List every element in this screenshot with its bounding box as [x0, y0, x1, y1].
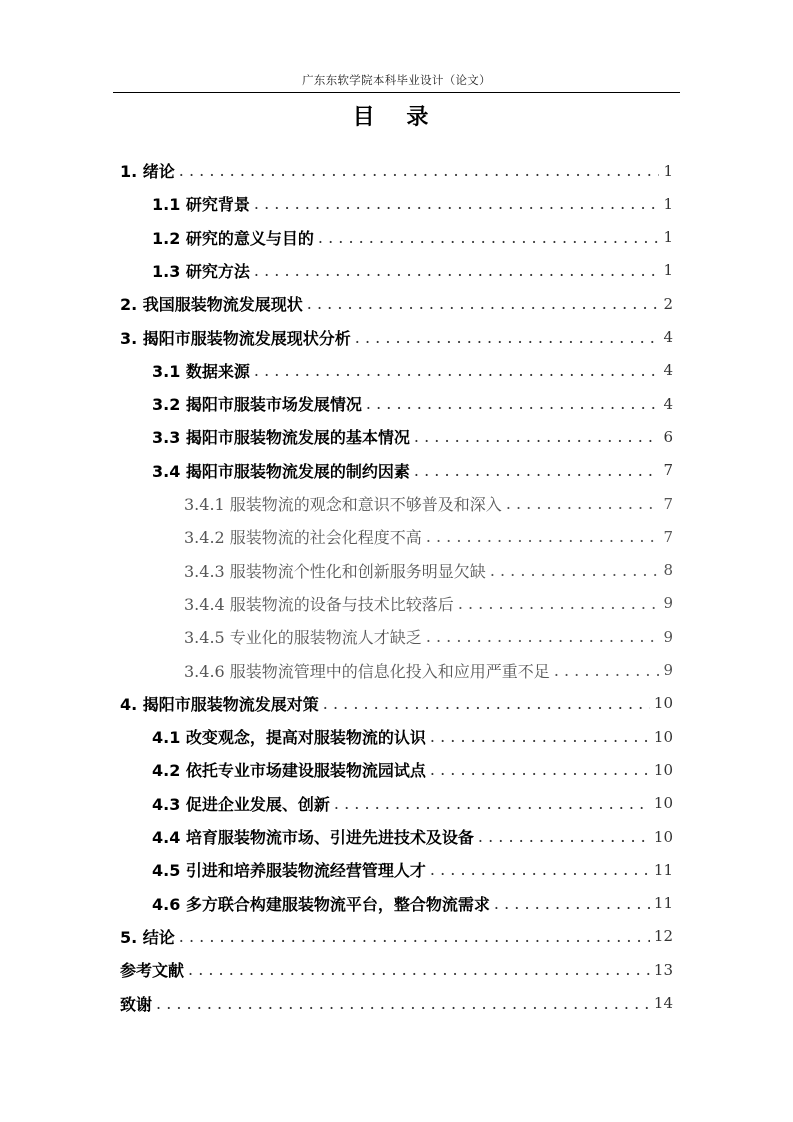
toc-entry[interactable] — [120, 687, 673, 720]
toc-leader-dots — [430, 760, 650, 779]
toc-entry-label: 3.4.3 服装物流个性化和创新服务明显欠缺 — [184, 561, 486, 581]
toc-leader-dots — [254, 361, 660, 380]
toc-leader-dots — [366, 394, 660, 413]
toc-entry-page-number: 12 — [653, 927, 673, 946]
toc-entry[interactable] — [152, 853, 673, 886]
toc-leader-dots — [323, 694, 650, 713]
toc-entry-page-number: 9 — [663, 594, 673, 613]
toc-entry[interactable] — [152, 887, 673, 920]
toc-entry-page-number: 7 — [663, 461, 673, 480]
toc-entry-label: 4.4 培育服装物流市场、引进先进技术及设备 — [152, 828, 474, 847]
toc-leader-dots — [334, 794, 650, 813]
toc-entry-page-number: 10 — [653, 760, 673, 779]
toc-entry-label: 3.2 揭阳市服装市场发展情况 — [152, 395, 362, 415]
toc-entry-label: 1.3 研究方法 — [152, 261, 250, 281]
toc-leader-dots — [478, 827, 650, 846]
toc-entry-label: 3.4.5 专业化的服装物流人才缺乏 — [184, 628, 422, 648]
toc-entry-page-number: 1 — [663, 194, 673, 213]
running-header: 广东东软学院本科毕业设计（论文） — [302, 73, 491, 87]
toc-entry-page-number: 13 — [653, 960, 673, 979]
toc-entry-page-number: 8 — [663, 561, 673, 580]
toc-entry-label: 2. 我国服装物流发展现状 — [120, 295, 303, 315]
toc-entry[interactable] — [184, 654, 673, 687]
toc-entry-label: 3. 揭阳市服装物流发展现状分析 — [120, 328, 351, 348]
toc-entry[interactable] — [152, 420, 673, 453]
toc-entry-page-number: 7 — [663, 527, 673, 546]
toc-entry-label: 4.6 多方联合构建服装物流平台，整合物流需求 — [152, 894, 490, 914]
toc-entry-page-number: 6 — [663, 427, 673, 446]
toc-leader-dots — [430, 860, 650, 879]
toc-entry-label: 3.4.1 服装物流的观念和意识不够普及和深入 — [184, 495, 502, 514]
toc-entry[interactable] — [120, 154, 673, 187]
toc-entry-page-number: 10 — [653, 794, 673, 813]
toc-leader-dots — [494, 894, 650, 913]
toc-leader-dots — [318, 228, 660, 247]
toc-entry-label: 3.4.4 服装物流的设备与技术比较落后 — [184, 594, 454, 614]
toc-entry-page-number: 11 — [653, 860, 673, 879]
toc-entry-page-number: 9 — [663, 627, 673, 646]
toc-entry-page-number: 10 — [653, 694, 673, 713]
toc-leader-dots — [414, 461, 660, 480]
toc-entry-page-number: 4 — [663, 394, 673, 413]
toc-entry-page-number: 4 — [663, 361, 673, 380]
toc-entry[interactable] — [184, 620, 673, 653]
toc-entry-label: 1.1 研究背景 — [152, 195, 250, 215]
toc-entry-label: 3.4 揭阳市服装物流发展的制约因素 — [152, 461, 410, 481]
toc-entry[interactable] — [120, 987, 673, 1020]
toc-leader-dots — [254, 261, 660, 280]
toc-entry-label: 3.3 揭阳市服装物流发展的基本情况 — [152, 428, 410, 448]
toc-entry-label: 4. 揭阳市服装物流发展对策 — [120, 694, 319, 714]
toc-entry-page-number: 7 — [663, 494, 673, 513]
toc-entry[interactable] — [152, 254, 673, 287]
toc-leader-dots — [414, 427, 660, 446]
toc-entry-page-number: 11 — [653, 894, 673, 913]
toc-entry-label: 5. 结论 — [120, 927, 175, 947]
toc-entry-label: 致谢 — [120, 994, 153, 1014]
toc-entry-label: 1.2 研究的意义与目的 — [152, 228, 314, 248]
toc-entry[interactable] — [184, 487, 673, 520]
toc-leader-dots — [156, 994, 650, 1013]
toc-entry[interactable] — [184, 520, 673, 553]
toc-entry-label: 3.1 数据来源 — [152, 361, 250, 381]
toc-entry-label: 1. 绪论 — [120, 162, 175, 181]
toc-entry-label: 参考文献 — [120, 961, 185, 981]
toc-entry[interactable] — [152, 753, 673, 786]
toc-entry[interactable] — [120, 287, 673, 320]
header-rule — [113, 92, 680, 93]
toc-entry-page-number: 10 — [653, 827, 673, 846]
toc-leader-dots — [179, 927, 650, 946]
toc-entry-page-number: 14 — [653, 994, 673, 1012]
toc-entry[interactable] — [152, 720, 673, 753]
toc-entry-label: 3.4.6 服装物流管理中的信息化投入和应用严重不足 — [184, 661, 550, 681]
toc-entry-page-number: 1 — [663, 228, 673, 247]
toc-entry[interactable] — [152, 187, 673, 220]
toc-leader-dots — [254, 194, 660, 213]
toc-entry[interactable] — [120, 920, 673, 953]
toc-leader-dots — [307, 294, 660, 313]
toc-entry[interactable] — [152, 221, 673, 254]
toc-leader-dots — [458, 594, 660, 613]
toc-leader-dots — [188, 960, 650, 979]
toc-entry-label: 3.4.2 服装物流的社会化程度不高 — [184, 528, 422, 548]
toc-entry[interactable] — [184, 554, 673, 587]
toc-entry[interactable] — [152, 354, 673, 387]
toc-entry-label: 4.3 促进企业发展、创新 — [152, 794, 330, 814]
toc-entry-page-number: 4 — [663, 328, 673, 346]
toc-leader-dots — [430, 727, 650, 746]
toc-leader-dots — [490, 561, 660, 580]
toc-entry[interactable] — [152, 820, 673, 853]
toc-entry-page-number: 10 — [653, 727, 673, 746]
toc-entry-label: 4.5 引进和培养服装物流经营管理人才 — [152, 861, 426, 881]
toc-leader-dots — [355, 328, 660, 347]
toc-entry-page-number: 1 — [663, 161, 673, 180]
toc-entry[interactable] — [152, 787, 673, 820]
toc-entry[interactable] — [152, 387, 673, 420]
toc-entry-page-number: 9 — [663, 661, 673, 679]
toc-entry[interactable] — [120, 953, 673, 986]
page-title: 目 录 — [352, 105, 441, 130]
toc-entry-label: 4.1 改变观念，提高对服装物流的认识 — [152, 728, 426, 748]
toc-leader-dots — [554, 661, 660, 680]
toc-leader-dots — [426, 627, 660, 646]
toc-entry[interactable] — [184, 587, 673, 620]
toc-leader-dots — [179, 161, 660, 180]
toc-entry-page-number: 1 — [663, 261, 673, 280]
toc-entry-page-number: 2 — [663, 294, 673, 313]
toc-entry[interactable] — [152, 454, 673, 487]
toc-entry-label: 4.2 依托专业市场建设服装物流园试点 — [152, 761, 426, 781]
toc-leader-dots — [426, 527, 660, 546]
toc-entry[interactable] — [120, 321, 673, 354]
toc-leader-dots — [506, 494, 660, 513]
